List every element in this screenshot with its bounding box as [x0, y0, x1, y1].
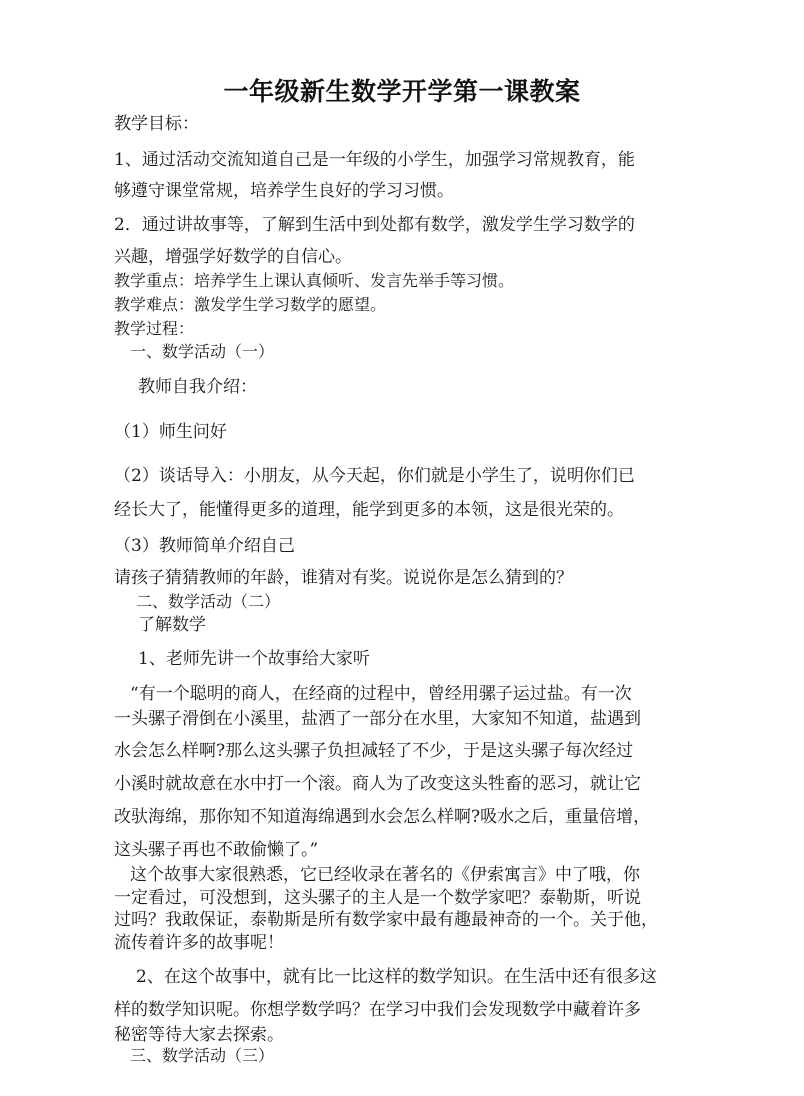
text-line: 秘密等待大家去探索。	[114, 1025, 284, 1045]
text-line: （3）教师简单介绍自己	[114, 536, 295, 556]
text-line: 2、在这个故事中，就有比一比这样的数学知识。在生活中还有很多这	[136, 967, 657, 987]
text-line: 教学目标：	[114, 114, 199, 134]
text-line: 了解数学	[138, 615, 206, 635]
text-line: 教学难点：激发学生学习数学的愿望。	[114, 295, 387, 314]
text-line: 1、通过活动交流知道自己是一年级的小学生，加强学习常规教育，能	[114, 150, 635, 170]
text-line: 小溪时就故意在水中打一个滚。商人为了改变这头牲畜的恶习，就让它	[114, 774, 641, 794]
text-line: 一定看过，可没想到，这头骡子的主人是一个数学家吧？泰勒斯，听说	[114, 888, 641, 908]
text-line: 够遵守课堂常规，培养学生良好的学习习惯。	[114, 181, 454, 201]
text-line: 样的数学知识呢。你想学数学吗？在学习中我们会发现数学中藏着许多	[114, 1000, 641, 1020]
text-line: 经长大了，能懂得更多的道理，能学到更多的本领，这是很光荣的。	[114, 500, 624, 520]
text-line: 一头骡子滑倒在小溪里，盐洒了一部分在水里，大家知不知道，盐遇到	[114, 709, 641, 729]
section-heading: 一、数学活动（一）	[130, 342, 275, 361]
text-line: 兴趣，增强学好数学的自信心。	[114, 247, 352, 267]
text-line: “有一个聪明的商人，在经商的过程中，曾经用骡子运过盐。有一次	[130, 684, 632, 704]
text-line: 水会怎么样啊?那么这头骡子负担减轻了不少，于是这头骡子每次经过	[114, 741, 634, 761]
text-line: 这头骡子再也不敢偷懒了。”	[114, 840, 319, 860]
text-line: （2）谈话导入：小朋友，从今天起，你们就是小学生了，说明你们已	[114, 466, 635, 486]
section-heading: 三、数学活动（三）	[130, 1046, 275, 1065]
text-line: 这个故事大家很熟悉，它已经收录在著名的《伊索寓言》中了哦，你	[130, 865, 640, 885]
text-line: 过吗？我敢保证，泰勒斯是所有数学家中最有趣最神奇的一个。关于他，	[114, 910, 658, 930]
section-heading: 二、数学活动（二）	[136, 592, 281, 611]
text-line: 2．通过讲故事等，了解到生活中到处都有数学，激发学生学习数学的	[114, 215, 635, 235]
text-line: 请孩子猜猜教师的年龄，谁猜对有奖。说说你是怎么猜到的？	[114, 568, 573, 588]
text-line: 流传着许多的故事呢！	[114, 933, 284, 953]
text-line: 改驮海绵，那你知不知道海绵遇到水会怎么样啊?吸水之后，重量倍增，	[114, 807, 651, 827]
text-line: 教学过程：	[114, 319, 195, 338]
text-line: （1）师生问好	[114, 422, 227, 442]
text-line: 教学重点：培养学生上课认真倾听、发言先举手等习惯。	[114, 271, 515, 290]
text-line: 1、老师先讲一个故事给大家听	[138, 649, 370, 669]
text-line: 教师自我介绍：	[138, 377, 257, 397]
page-title: 一年级新生数学开学第一课教案	[223, 77, 581, 106]
